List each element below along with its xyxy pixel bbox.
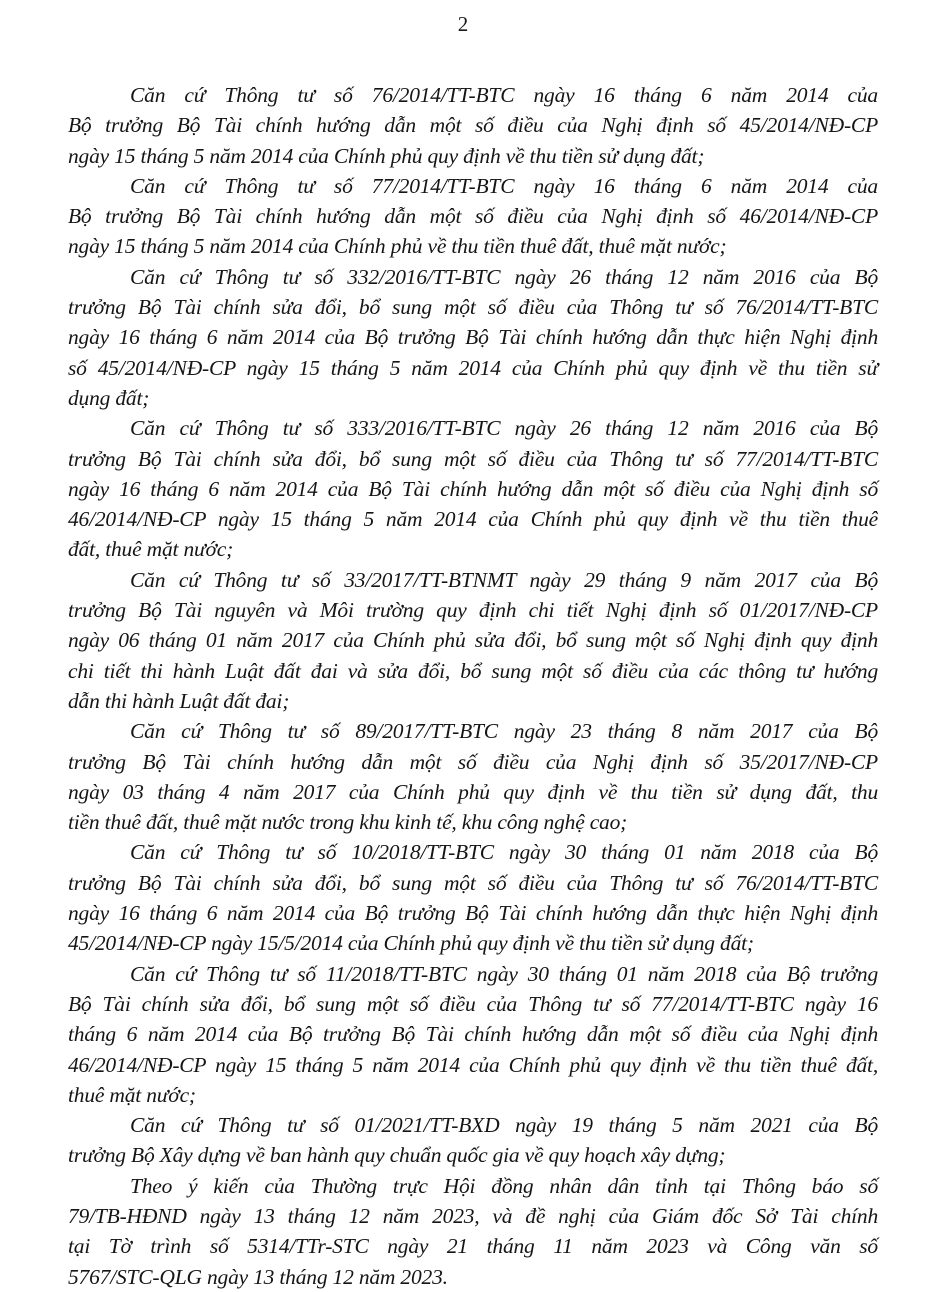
paragraph-line: Bộ trưởng Bộ Tài chính hướng dẫn một số điều của Nghị định số 45/2014/NĐ-CP	[68, 113, 878, 138]
paragraph-line: ngày 15 tháng 5 năm 2014 của Chính phủ về thu tiền thuê đất, thuê mặt nước;	[68, 234, 727, 259]
paragraph-line: ngày 06 tháng 01 năm 2017 của Chính phủ sửa đổi, bổ sung một số Nghị định quy định	[68, 628, 878, 653]
paragraph-line: tại Tờ trình số 5314/TTr-STC ngày 21 tháng 11 năm 2023 và Công văn số	[68, 1234, 878, 1259]
paragraph-line: ngày 03 tháng 4 năm 2017 của Chính phủ quy định về thu tiền sử dụng đất, thu	[68, 779, 878, 804]
paragraph-line: thuê mặt nước;	[68, 1082, 196, 1107]
paragraph-line: 5767/STC-QLG ngày 13 tháng 12 năm 2023.	[68, 1264, 448, 1289]
paragraph	[68, 171, 878, 262]
paragraph	[68, 1110, 878, 1171]
paragraph	[68, 262, 878, 413]
paragraph-line: dụng đất;	[68, 385, 150, 410]
paragraph	[68, 837, 878, 958]
paragraph-line: Căn cứ Thông tư số 332/2016/TT-BTC ngày 26 tháng 12 năm 2016 của Bộ	[130, 264, 878, 289]
paragraph-line: 45/2014/NĐ-CP ngày 15/5/2014 của Chính phủ quy định về thu tiền sử dụng đất;	[68, 931, 754, 956]
paragraph-line: Bộ Tài chính sửa đổi, bổ sung một số điều của Thông tư số 77/2014/TT-BTC ngày 16	[68, 991, 878, 1016]
paragraph-line: Căn cứ Thông tư số 11/2018/TT-BTC ngày 30 tháng 01 năm 2018 của Bộ trưởng	[130, 961, 878, 986]
paragraph-line: Căn cứ Thông tư số 10/2018/TT-BTC ngày 30 tháng 01 năm 2018 của Bộ	[130, 840, 878, 865]
paragraph-line: Căn cứ Thông tư số 89/2017/TT-BTC ngày 23 tháng 8 năm 2017 của Bộ	[130, 719, 878, 744]
paragraph-line: 46/2014/NĐ-CP ngày 15 tháng 5 năm 2014 của Chính phủ quy định về thu tiền thuê	[68, 507, 878, 532]
paragraph-line: Căn cứ Thông tư số 33/2017/TT-BTNMT ngày 29 tháng 9 năm 2017 của Bộ	[130, 567, 878, 592]
paragraph-line: trưởng Bộ Xây dựng về ban hành quy chuẩn quốc gia về quy hoạch xây dựng;	[68, 1143, 726, 1168]
paragraph	[68, 565, 878, 716]
paragraph-line: trưởng Bộ Tài chính hướng dẫn một số điều của Nghị định số 35/2017/NĐ-CP	[68, 749, 878, 774]
paragraph-line: 46/2014/NĐ-CP ngày 15 tháng 5 năm 2014 của Chính phủ quy định về thu tiền thuê đất,	[68, 1052, 878, 1077]
paragraph-line: trưởng Bộ Tài chính sửa đổi, bổ sung một số điều của Thông tư số 76/2014/TT-BTC	[68, 870, 878, 895]
paragraph-line: trưởng Bộ Tài nguyên và Môi trường quy định chi tiết Nghị định số 01/2017/NĐ-CP	[68, 598, 878, 623]
paragraph	[68, 716, 878, 837]
paragraph-line: dẫn thi hành Luật đất đai;	[68, 688, 290, 713]
paragraph	[68, 1171, 878, 1292]
paragraph-line: Căn cứ Thông tư số 333/2016/TT-BTC ngày 26 tháng 12 năm 2016 của Bộ	[130, 416, 878, 441]
paragraph-line: Căn cứ Thông tư số 01/2021/TT-BXD ngày 19 tháng 5 năm 2021 của Bộ	[130, 1113, 878, 1138]
paragraph-line: ngày 16 tháng 6 năm 2014 của Bộ trưởng Bộ Tài chính hướng dẫn thực hiện Nghị định	[68, 325, 878, 350]
paragraph-line: số 45/2014/NĐ-CP ngày 15 tháng 5 năm 2014 của Chính phủ quy định về thu tiền sử	[68, 355, 878, 380]
paragraph-line: Bộ trưởng Bộ Tài chính hướng dẫn một số điều của Nghị định số 46/2014/NĐ-CP	[68, 204, 878, 229]
page-number: 2	[457, 12, 469, 36]
paragraph	[68, 959, 878, 1110]
paragraph-line: ngày 16 tháng 6 năm 2014 của Bộ Tài chính hướng dẫn một số điều của Nghị định số	[68, 476, 878, 501]
paragraph-line: 79/TB-HĐND ngày 13 tháng 12 năm 2023, và đề nghị của Giám đốc Sở Tài chính	[68, 1203, 878, 1228]
paragraph-line: ngày 16 tháng 6 năm 2014 của Bộ trưởng Bộ Tài chính hướng dẫn thực hiện Nghị định	[68, 901, 878, 926]
paragraph-line: tiền thuê đất, thuê mặt nước trong khu kinh tế, khu công nghệ cao;	[68, 810, 628, 835]
paragraph-line: chi tiết thi hành Luật đất đai và sửa đổi, bổ sung một số điều của các thông tư hướng	[68, 658, 878, 683]
paragraph-line: Theo ý kiến của Thường trực Hội đồng nhân dân tỉnh tại Thông báo số	[130, 1173, 878, 1198]
paragraph-line: trưởng Bộ Tài chính sửa đổi, bổ sung một số điều của Thông tư số 77/2014/TT-BTC	[68, 446, 878, 471]
paragraph-line: tháng 6 năm 2014 của Bộ trưởng Bộ Tài chính hướng dẫn một số điều của Nghị định	[68, 1022, 878, 1047]
paragraph-line: Căn cứ Thông tư số 76/2014/TT-BTC ngày 16 tháng 6 năm 2014 của	[130, 83, 878, 107]
paragraph	[68, 80, 878, 171]
paragraph-line: ngày 15 tháng 5 năm 2014 của Chính phủ quy định về thu tiền sử dụng đất;	[68, 143, 705, 168]
document-body	[68, 80, 878, 1292]
paragraph-line: đất, thuê mặt nước;	[68, 537, 234, 562]
paragraph-line: trưởng Bộ Tài chính sửa đổi, bổ sung một số điều của Thông tư số 76/2014/TT-BTC	[68, 295, 878, 320]
paragraph-line: Căn cứ Thông tư số 77/2014/TT-BTC ngày 16 tháng 6 năm 2014 của	[130, 173, 878, 198]
paragraph	[68, 413, 878, 564]
